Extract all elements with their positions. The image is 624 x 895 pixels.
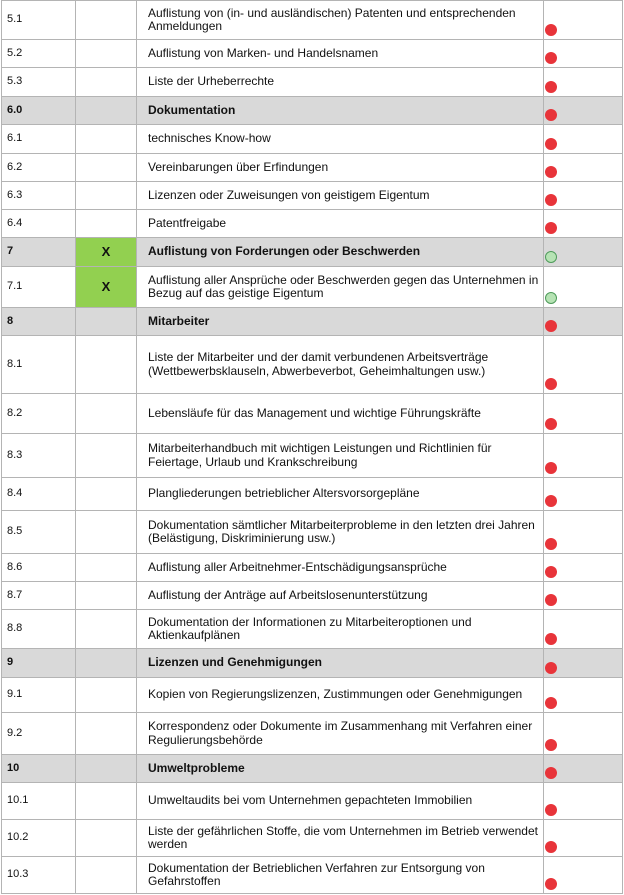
item-description: Liste der Mitarbeiter und der damit verbundenen Arbeitsverträge (Wettbewerbsklauseln, Abwerbeverbot, Geheimhaltungen usw.) xyxy=(137,336,544,394)
status-cell xyxy=(544,125,623,154)
status-red-dot-icon xyxy=(545,566,557,578)
status-red-dot-icon xyxy=(545,24,557,36)
done-mark xyxy=(76,210,137,238)
done-mark xyxy=(76,125,137,154)
item-description: Plangliederungen betrieblicher Altersvorsorgepläne xyxy=(137,478,544,511)
checklist-table xyxy=(1,0,623,894)
status-cell xyxy=(544,154,623,182)
done-mark: X xyxy=(76,238,137,267)
status-cell xyxy=(544,554,623,582)
status-red-dot-icon xyxy=(545,697,557,709)
status-green-dot-icon xyxy=(545,292,557,304)
item-number: 9.2 xyxy=(2,713,76,755)
status-cell xyxy=(544,267,623,308)
status-red-dot-icon xyxy=(545,767,557,779)
item-description: technisches Know-how xyxy=(137,125,544,154)
item-number: 8.5 xyxy=(2,511,76,554)
item-description: Dokumentation sämtlicher Mitarbeiterprobleme in den letzten drei Jahren (Belästigung, Diskriminierung usw.) xyxy=(137,511,544,554)
status-red-dot-icon xyxy=(545,222,557,234)
done-mark xyxy=(76,649,137,678)
item-number: 6.4 xyxy=(2,210,76,238)
status-cell xyxy=(544,478,623,511)
item-number: 5.3 xyxy=(2,68,76,97)
table-row xyxy=(2,267,623,308)
item-description: Dokumentation der Informationen zu Mitarbeiteroptionen und Aktienkaufplänen xyxy=(137,610,544,649)
item-description: Mitarbeiter xyxy=(137,308,544,336)
status-cell xyxy=(544,582,623,610)
status-cell xyxy=(544,308,623,336)
item-number: 6.0 xyxy=(2,97,76,125)
item-number: 8.4 xyxy=(2,478,76,511)
status-cell xyxy=(544,755,623,783)
item-description: Korrespondenz oder Dokumente im Zusammenhang mit Verfahren einer Regulierungsbehörde xyxy=(137,713,544,755)
status-red-dot-icon xyxy=(545,804,557,816)
item-description: Umweltaudits bei vom Unternehmen gepachteten Immobilien xyxy=(137,783,544,820)
item-number: 8.7 xyxy=(2,582,76,610)
table-row xyxy=(2,394,623,434)
table-row xyxy=(2,820,623,857)
done-mark xyxy=(76,755,137,783)
done-mark xyxy=(76,511,137,554)
table-row xyxy=(2,336,623,394)
item-description: Auflistung von (in- und ausländischen) Patenten und entsprechenden Anmeldungen xyxy=(137,1,544,40)
item-number: 7 xyxy=(2,238,76,267)
done-mark xyxy=(76,1,137,40)
table-row xyxy=(2,182,623,210)
done-mark xyxy=(76,678,137,713)
done-mark xyxy=(76,394,137,434)
status-red-dot-icon xyxy=(545,418,557,430)
status-red-dot-icon xyxy=(545,52,557,64)
status-cell xyxy=(544,1,623,40)
status-red-dot-icon xyxy=(545,166,557,178)
status-cell xyxy=(544,434,623,478)
item-description: Dokumentation der Betrieblichen Verfahren zur Entsorgung von Gefahrstoffen xyxy=(137,857,544,894)
done-mark xyxy=(76,582,137,610)
item-description: Auflistung aller Arbeitnehmer-Entschädigungsansprüche xyxy=(137,554,544,582)
item-number: 8.2 xyxy=(2,394,76,434)
table-row xyxy=(2,713,623,755)
done-mark xyxy=(76,820,137,857)
item-number: 5.1 xyxy=(2,1,76,40)
item-description: Auflistung von Forderungen oder Beschwerden xyxy=(137,238,544,267)
done-mark xyxy=(76,857,137,894)
status-red-dot-icon xyxy=(545,109,557,121)
checklist-body xyxy=(2,1,623,894)
table-row xyxy=(2,554,623,582)
status-cell xyxy=(544,238,623,267)
status-cell xyxy=(544,40,623,68)
done-mark xyxy=(76,97,137,125)
status-cell xyxy=(544,678,623,713)
done-mark xyxy=(76,154,137,182)
item-description: Liste der Urheberrechte xyxy=(137,68,544,97)
item-number: 10.2 xyxy=(2,820,76,857)
item-description: Auflistung von Marken- und Handelsnamen xyxy=(137,40,544,68)
item-description: Umweltprobleme xyxy=(137,755,544,783)
section-row xyxy=(2,97,623,125)
table-row xyxy=(2,210,623,238)
done-mark xyxy=(76,713,137,755)
table-row xyxy=(2,434,623,478)
item-number: 8.1 xyxy=(2,336,76,394)
status-red-dot-icon xyxy=(545,538,557,550)
item-number: 7.1 xyxy=(2,267,76,308)
status-red-dot-icon xyxy=(545,320,557,332)
item-description: Liste der gefährlichen Stoffe, die vom Unternehmen im Betrieb verwendet werden xyxy=(137,820,544,857)
item-number: 6.2 xyxy=(2,154,76,182)
item-description: Lebensläufe für das Management und wichtige Führungskräfte xyxy=(137,394,544,434)
done-mark xyxy=(76,336,137,394)
status-cell xyxy=(544,336,623,394)
done-mark xyxy=(76,610,137,649)
table-row xyxy=(2,68,623,97)
status-cell xyxy=(544,394,623,434)
status-cell xyxy=(544,713,623,755)
section-row xyxy=(2,308,623,336)
status-red-dot-icon xyxy=(545,841,557,853)
status-red-dot-icon xyxy=(545,462,557,474)
item-description: Mitarbeiterhandbuch mit wichtigen Leistungen und Richtlinien für Feiertage, Urlaub und Krankschreibung xyxy=(137,434,544,478)
done-mark xyxy=(76,68,137,97)
table-row xyxy=(2,154,623,182)
item-number: 10.3 xyxy=(2,857,76,894)
status-red-dot-icon xyxy=(545,378,557,390)
item-description: Patentfreigabe xyxy=(137,210,544,238)
item-description: Auflistung der Anträge auf Arbeitslosenunterstützung xyxy=(137,582,544,610)
status-red-dot-icon xyxy=(545,739,557,751)
table-row xyxy=(2,678,623,713)
item-number: 8.6 xyxy=(2,554,76,582)
done-mark xyxy=(76,783,137,820)
item-number: 8 xyxy=(2,308,76,336)
done-mark: X xyxy=(76,267,137,308)
table-row xyxy=(2,478,623,511)
table-row xyxy=(2,511,623,554)
status-cell xyxy=(544,610,623,649)
status-red-dot-icon xyxy=(545,594,557,606)
status-red-dot-icon xyxy=(545,194,557,206)
status-cell xyxy=(544,511,623,554)
status-red-dot-icon xyxy=(545,633,557,645)
table-row xyxy=(2,582,623,610)
section-row xyxy=(2,755,623,783)
item-number: 9 xyxy=(2,649,76,678)
status-red-dot-icon xyxy=(545,81,557,93)
table-row xyxy=(2,40,623,68)
item-number: 8.8 xyxy=(2,610,76,649)
table-row xyxy=(2,610,623,649)
status-cell xyxy=(544,68,623,97)
done-mark xyxy=(76,182,137,210)
status-cell xyxy=(544,210,623,238)
item-description: Vereinbarungen über Erfindungen xyxy=(137,154,544,182)
item-description: Lizenzen oder Zuweisungen von geistigem Eigentum xyxy=(137,182,544,210)
done-mark xyxy=(76,434,137,478)
item-number: 6.3 xyxy=(2,182,76,210)
item-number: 10 xyxy=(2,755,76,783)
item-number: 5.2 xyxy=(2,40,76,68)
status-red-dot-icon xyxy=(545,662,557,674)
status-cell xyxy=(544,783,623,820)
status-cell xyxy=(544,182,623,210)
done-mark xyxy=(76,308,137,336)
table-row xyxy=(2,857,623,894)
item-number: 8.3 xyxy=(2,434,76,478)
status-green-dot-icon xyxy=(545,251,557,263)
done-mark xyxy=(76,478,137,511)
table-row xyxy=(2,1,623,40)
table-row xyxy=(2,783,623,820)
status-cell xyxy=(544,820,623,857)
status-cell xyxy=(544,97,623,125)
item-number: 6.1 xyxy=(2,125,76,154)
item-description: Auflistung aller Ansprüche oder Beschwerden gegen das Unternehmen in Bezug auf das geistige Eigentum xyxy=(137,267,544,308)
status-red-dot-icon xyxy=(545,495,557,507)
status-red-dot-icon xyxy=(545,878,557,890)
done-mark xyxy=(76,40,137,68)
done-mark xyxy=(76,554,137,582)
section-row xyxy=(2,238,623,267)
status-cell xyxy=(544,857,623,894)
section-row xyxy=(2,649,623,678)
item-description: Dokumentation xyxy=(137,97,544,125)
status-cell xyxy=(544,649,623,678)
item-number: 10.1 xyxy=(2,783,76,820)
item-number: 9.1 xyxy=(2,678,76,713)
item-description: Kopien von Regierungslizenzen, Zustimmungen oder Genehmigungen xyxy=(137,678,544,713)
table-row xyxy=(2,125,623,154)
item-description: Lizenzen und Genehmigungen xyxy=(137,649,544,678)
status-red-dot-icon xyxy=(545,138,557,150)
